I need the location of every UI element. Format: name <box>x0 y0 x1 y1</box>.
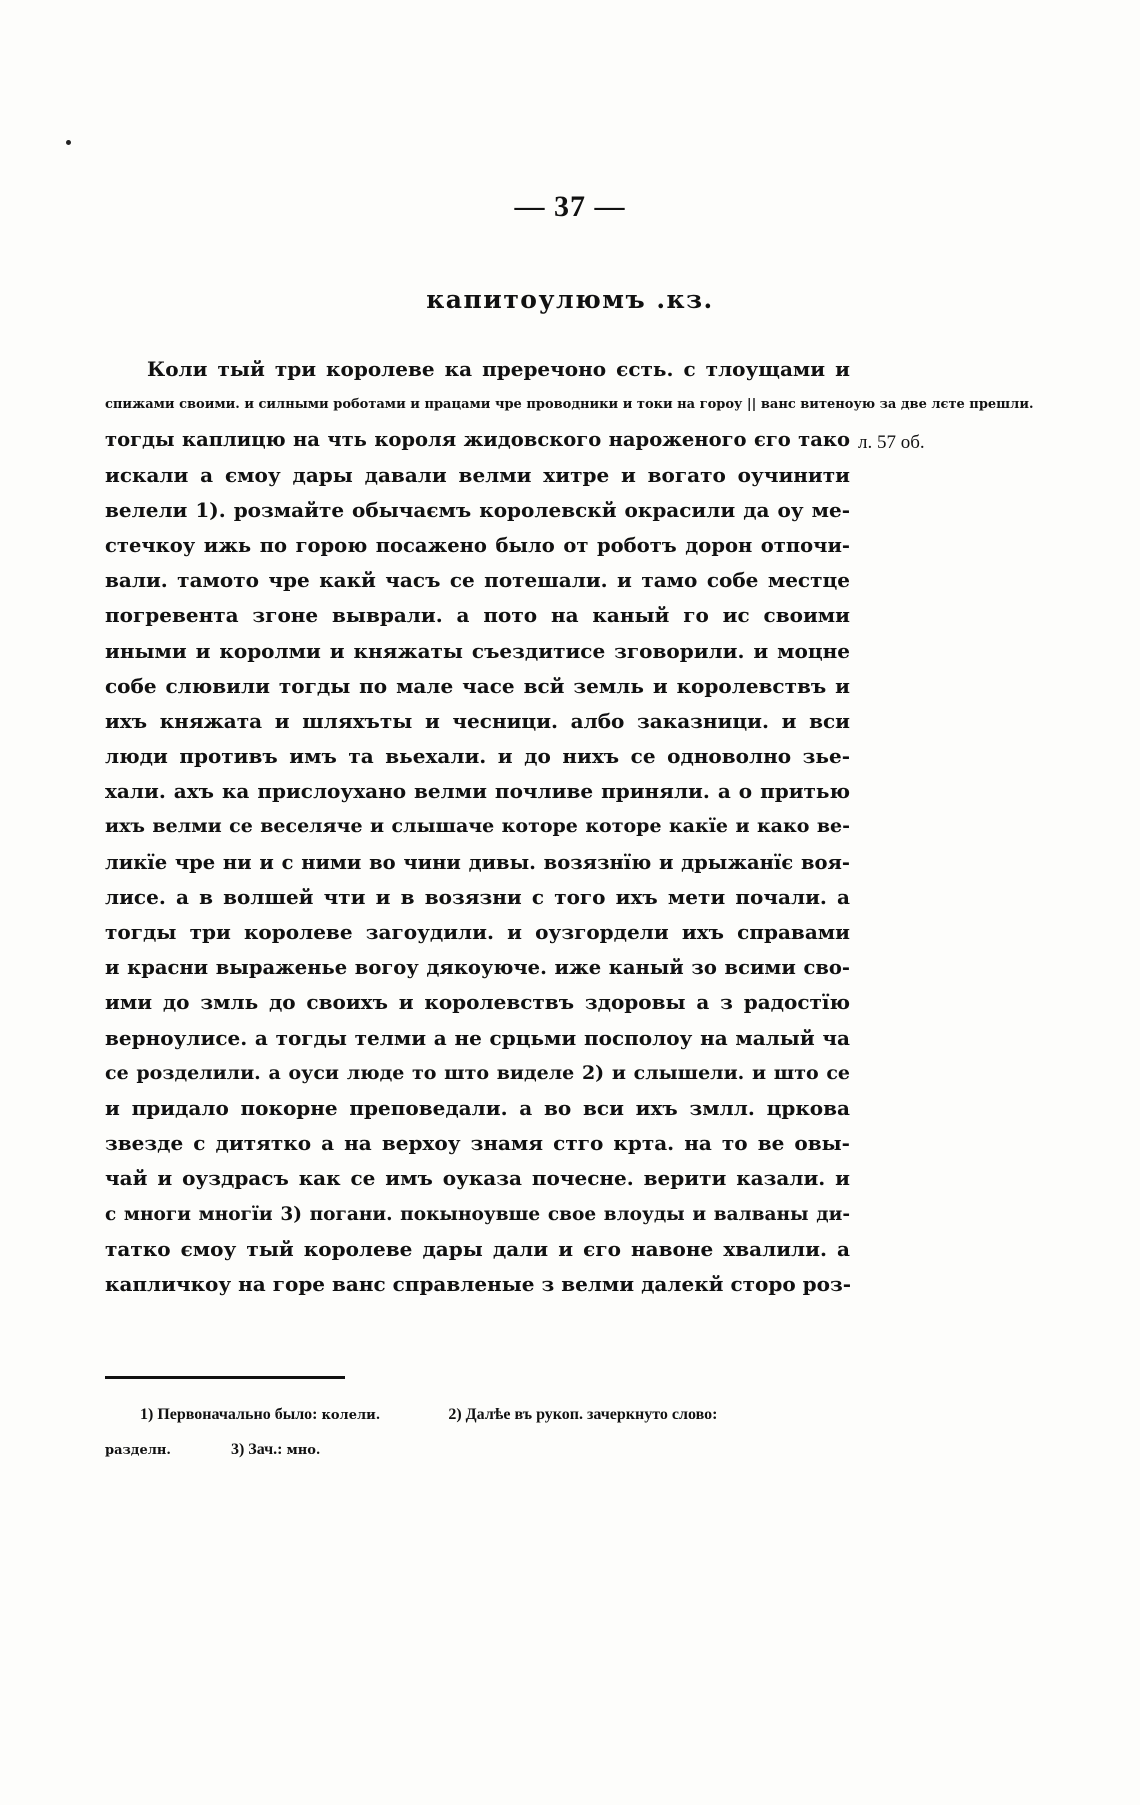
footnote-1-term: колели. <box>321 1408 381 1423</box>
chapter-title: капитоулюмъ .кз. <box>426 285 714 314</box>
text-line: чай и оуздрасъ как се имъ оуказа почесне. верити казали. и <box>105 1166 850 1191</box>
text-line: и придало покорне преповедали. а во вси ихъ змлл. цркова <box>105 1095 850 1120</box>
text-line: ликїе чре ни и с ними во чини дивы. возязнїю и дрыжанїє воя- <box>105 850 850 874</box>
text-line: тогды каплицю на чть короля жидовского нароженого єго тако <box>105 428 850 452</box>
text-line: искали а ємоу дары давали велми хитре и вогато оучинити <box>105 462 850 487</box>
text-line: Коли тый три королеве ка преречоно єсть. с тлоущами и <box>147 357 850 381</box>
text-line: тогды три королеве загоудили. и оузгордели ихъ справами <box>105 920 850 944</box>
text-line: се розделили. а оуси люде то што виделе 2) и слышели. и што се <box>105 1061 850 1084</box>
footnote-rule <box>105 1376 345 1379</box>
text-line: спижами своими. и силными роботами и працами чре проводники и токи на гороу || ванс витеноую за две лєте прешли. <box>105 397 1034 413</box>
text-line: и красни выраженье вогоу дякоуюче. иже каный зо всими сво- <box>105 956 850 980</box>
page-number: — 37 — <box>514 190 626 223</box>
footnote-3-term: мно. <box>286 1443 321 1458</box>
text-line: вали. тамото чре какй часъ се потешали. и тамо собе местце <box>105 568 850 593</box>
text-line: погревента згоне выврали. а пото на каный го ис своими <box>105 603 850 628</box>
text-line: татко ємоу тый королеве дары дали и єго навоне хвалили. а <box>105 1236 850 1261</box>
text-line: иными и королми и княжаты съездитисе зговорили. и моцне <box>105 638 850 663</box>
text-line: лисе. а в волшей чти и в возязни с того ихъ мети почали. а <box>105 884 850 909</box>
footnote-2-term: разделн. <box>105 1443 171 1458</box>
text-line: ихъ велми се веселяче и слышаче которе которе какїе и како ве- <box>105 815 850 838</box>
footnote-3-label: 3) Зач.: <box>230 1441 283 1458</box>
footnote-1-label: 1) Первоначально было: <box>140 1406 318 1423</box>
text-line: собе слювили тогды по мале часе всй земль и королевствъ и <box>105 673 850 698</box>
text-line: ими до змль до своихъ и королевствъ здоровы а з радостїю <box>105 990 850 1015</box>
text-line: велели 1). розмайте обычаємъ королевскй окрасили да оу ме- <box>105 497 850 522</box>
text-line: ихъ княжата и шляхъты и чесници. албо заказници. и вси <box>105 708 850 733</box>
text-line: верноулисе. а тогды телми а не срцьми посполоу на малый ча <box>105 1025 850 1050</box>
footnote-2-label: 2) Далѣе въ рукоп. зачеркнуто слово: <box>448 1406 718 1423</box>
text-line: стечкоу ижь по горою посажено было от роботъ дорон отпочи- <box>105 533 850 557</box>
footnote-row <box>105 1433 850 1468</box>
text-line: люди противъ имъ та вьехали. и до нихъ се одноволно зье- <box>105 744 850 769</box>
text-line: капличкоу на горе ванс справленые з велми далекй сторо роз- <box>105 1271 852 1296</box>
footnotes <box>105 1398 850 1468</box>
text-line: с многи многїи 3) погани. покыноувше свое влоуды и валваны ди- <box>105 1203 850 1225</box>
margin-folio-note: л. 57 об. <box>858 432 925 453</box>
text-line: звезде с дитятко а на верхоу знамя стго крта. на то ве овы- <box>105 1131 850 1156</box>
footnote-row <box>105 1398 850 1433</box>
text-line: хали. ахъ ка прислоухано велми почливе приняли. а о притью <box>105 779 850 804</box>
ink-speck <box>66 140 71 145</box>
